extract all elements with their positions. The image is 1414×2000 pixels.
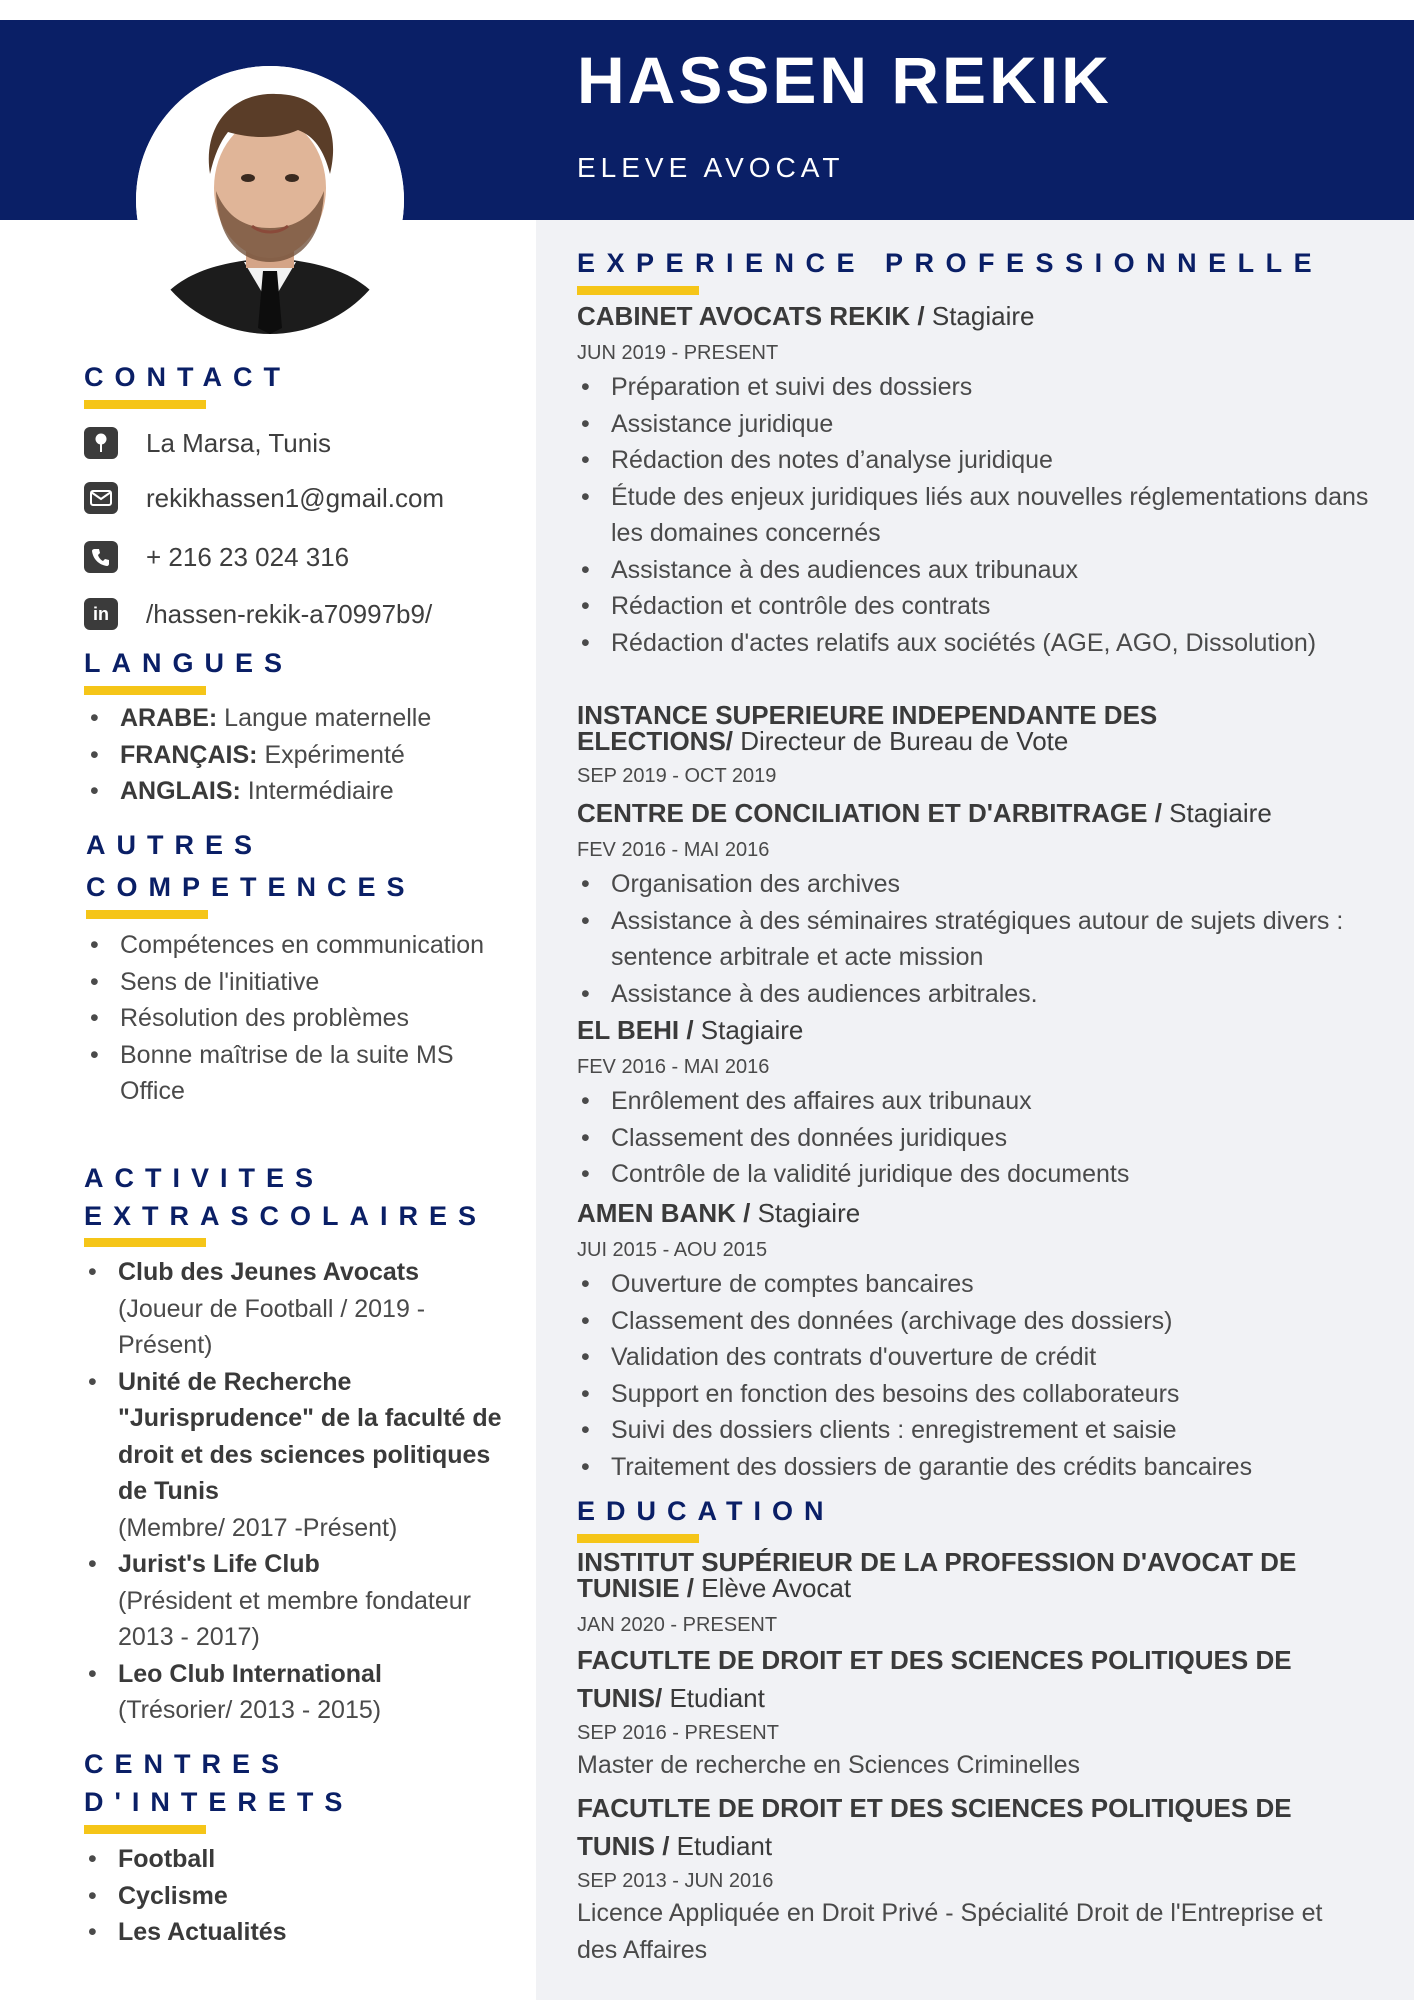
section-title-extrascolaires: EXTRASCOLAIRES bbox=[84, 1201, 488, 1231]
education-entry bbox=[577, 1789, 1337, 1969]
activites-list bbox=[84, 1254, 524, 1729]
experience-org: INSTANCE SUPERIEURE INDEPENDANTE DES ELECTIONS/ bbox=[577, 700, 1158, 756]
competences-list bbox=[86, 927, 486, 1110]
location-pin-icon bbox=[84, 427, 118, 459]
candidate-name: HASSEN REKIK bbox=[577, 43, 1112, 117]
experience-role: Stagiaire bbox=[924, 301, 1035, 331]
candidate-role: ELEVE AVOCAT bbox=[577, 152, 845, 183]
list-item bbox=[84, 1878, 484, 1915]
list-item: • Résolution des problèmes bbox=[86, 1000, 486, 1037]
list-item bbox=[84, 1914, 484, 1951]
education-title bbox=[577, 1549, 1297, 1601]
contact-email-text[interactable]: rekikhassen1@gmail.com bbox=[146, 482, 445, 513]
experience-title bbox=[577, 702, 1237, 754]
experience-tasks bbox=[577, 1083, 1377, 1193]
list-item: • Classement des données (archivage des dossiers) bbox=[577, 1303, 1377, 1340]
list-item: • Rédaction d'actes relatifs aux sociétés (AGE, AGO, Dissolution) bbox=[577, 625, 1377, 662]
phone-icon bbox=[84, 541, 118, 573]
interest-name: Les Actualités bbox=[118, 1918, 287, 1946]
experience-org: CABINET AVOCATS REKIK / bbox=[577, 301, 925, 331]
experience-role: Stagiaire bbox=[693, 1015, 804, 1045]
education-description: Licence Appliquée en Droit Privé - Spécialité Droit de l'Entreprise et des Affaires bbox=[577, 1899, 1323, 1964]
experience-title bbox=[577, 299, 1377, 333]
list-item: • Assistance à des audiences arbitrales. bbox=[577, 976, 1377, 1013]
education-degree: Elève Avocat bbox=[694, 1573, 852, 1603]
activity-detail: (Trésorier/ 2013 - 2015) bbox=[118, 1696, 382, 1724]
experience-entry bbox=[577, 796, 1377, 1012]
contact-phone-text[interactable]: + 216 23 024 316 bbox=[146, 541, 350, 572]
education-date: SEP 2013 - JUN 2016 bbox=[577, 1870, 774, 1892]
experience-role: Directeur de Bureau de Vote bbox=[733, 726, 1069, 756]
contact-phone[interactable] bbox=[84, 540, 349, 574]
activity-detail: (Membre/ 2017 -Présent) bbox=[118, 1513, 398, 1542]
education-title bbox=[577, 1641, 1337, 1717]
experience-title bbox=[577, 796, 1377, 830]
experience-tasks bbox=[577, 369, 1377, 661]
envelope-icon bbox=[84, 482, 118, 514]
language-name: FRANÇAIS: bbox=[120, 740, 258, 769]
profile-photo bbox=[136, 66, 404, 334]
linkedin-icon-text: in bbox=[93, 603, 109, 624]
list-item bbox=[86, 773, 506, 810]
section-underline bbox=[577, 286, 699, 295]
list-item bbox=[84, 1254, 524, 1364]
contact-email[interactable] bbox=[84, 481, 444, 515]
section-title-competences: COMPETENCES bbox=[86, 872, 416, 902]
experience-entry bbox=[577, 299, 1377, 661]
section-underline bbox=[84, 400, 206, 409]
list-item: • Organisation des archives bbox=[577, 866, 1377, 903]
experience-org: AMEN BANK / bbox=[577, 1198, 751, 1228]
list-item: • Support en fonction des besoins des collaborateurs bbox=[577, 1376, 1377, 1413]
experience-date: JUN 2019 - PRESENT bbox=[577, 342, 779, 364]
language-level: Langue maternelle bbox=[224, 704, 432, 732]
experience-tasks bbox=[577, 1266, 1377, 1485]
experience-entry bbox=[577, 1013, 1377, 1193]
interest-name: Football bbox=[118, 1845, 216, 1873]
education-title bbox=[577, 1789, 1337, 1865]
education-entry bbox=[577, 1549, 1297, 1639]
language-level: Intermédiaire bbox=[247, 777, 394, 805]
education-degree: Etudiant bbox=[669, 1831, 773, 1861]
list-item: • Assistance juridique bbox=[577, 406, 1377, 443]
experience-date: JUI 2015 - AOU 2015 bbox=[577, 1239, 768, 1261]
experience-title bbox=[577, 1013, 1377, 1047]
education-entry bbox=[577, 1641, 1337, 1784]
list-item bbox=[86, 737, 506, 774]
experience-entry bbox=[577, 702, 1237, 790]
experience-entry bbox=[577, 1196, 1377, 1485]
activity-name: Jurist's Life Club bbox=[118, 1550, 320, 1578]
list-item: • Validation des contrats d'ouverture de crédit bbox=[577, 1339, 1377, 1376]
contact-location-text: La Marsa, Tunis bbox=[146, 427, 331, 458]
section-title-autres: AUTRES bbox=[86, 830, 264, 860]
education-org: FACUTLTE DE DROIT ET DES SCIENCES POLITIQUES DE TUNIS / bbox=[577, 1793, 1292, 1861]
list-item: • Assistance à des audiences aux tribunaux bbox=[577, 552, 1377, 589]
list-item bbox=[84, 1546, 524, 1656]
activity-name: Leo Club International bbox=[118, 1659, 382, 1688]
section-title-contact: CONTACT bbox=[84, 362, 291, 392]
experience-org: EL BEHI / bbox=[577, 1015, 694, 1045]
section-title-activites: ACTIVITES bbox=[84, 1163, 325, 1193]
activity-name: Club des Jeunes Avocats bbox=[118, 1258, 420, 1286]
list-item: • Préparation et suivi des dossiers bbox=[577, 369, 1377, 406]
language-name: ARABE: bbox=[120, 704, 218, 732]
section-title-experience: EXPERIENCE PROFESSIONNELLE bbox=[577, 248, 1324, 278]
list-item: • Suivi des dossiers clients : enregistrement et saisie bbox=[577, 1412, 1377, 1449]
section-underline bbox=[577, 1534, 699, 1543]
experience-date: FEV 2016 - MAI 2016 bbox=[577, 839, 770, 861]
list-item: • Traitement des dossiers de garantie des crédits bancaires bbox=[577, 1449, 1377, 1486]
interets-list bbox=[84, 1841, 484, 1951]
list-item bbox=[84, 1364, 524, 1547]
experience-org: CENTRE DE CONCILIATION ET D'ARBITRAGE / bbox=[577, 798, 1162, 828]
education-org: INSTITUT SUPÉRIEUR DE LA PROFESSION D'AVOCAT DE TUNISIE / bbox=[577, 1547, 1297, 1603]
list-item: • Rédaction des notes d’analyse juridique bbox=[577, 442, 1377, 479]
education-org: FACUTLTE DE DROIT ET DES SCIENCES POLITIQUES DE TUNIS/ bbox=[577, 1645, 1292, 1713]
section-title-interets: D'INTERETS bbox=[84, 1787, 354, 1817]
list-item: • Classement des données juridiques bbox=[577, 1120, 1377, 1157]
section-underline bbox=[84, 1825, 206, 1834]
contact-location bbox=[84, 426, 331, 460]
activity-name: Unité de Recherche "Jurisprudence" de la faculté de droit et des sciences politiques de Tunis bbox=[118, 1367, 502, 1505]
experience-role: Stagiaire bbox=[750, 1198, 861, 1228]
experience-tasks bbox=[577, 866, 1377, 1012]
section-underline bbox=[84, 1238, 206, 1247]
section-title-education: EDUCATION bbox=[577, 1496, 835, 1526]
list-item: • Étude des enjeux juridiques liés aux nouvelles réglementations dans les domaines concernés bbox=[577, 479, 1377, 552]
interest-name: Cyclisme bbox=[118, 1881, 228, 1910]
list-item: • Bonne maîtrise de la suite MS Office bbox=[86, 1037, 486, 1110]
education-date: JAN 2020 - PRESENT bbox=[577, 1614, 778, 1636]
list-item: • Compétences en communication bbox=[86, 927, 486, 964]
list-item bbox=[84, 1656, 524, 1729]
activity-detail: (Joueur de Football / 2019 - Présent) bbox=[118, 1294, 426, 1359]
language-level: Expérimenté bbox=[264, 740, 405, 769]
list-item: • Enrôlement des affaires aux tribunaux bbox=[577, 1083, 1377, 1120]
langues-list bbox=[86, 700, 506, 810]
list-item: • Contrôle de la validité juridique des documents bbox=[577, 1156, 1377, 1193]
education-degree: Etudiant bbox=[662, 1683, 765, 1713]
education-description: Master de recherche en Sciences Criminelles bbox=[577, 1751, 1080, 1779]
contact-linkedin-text[interactable]: /hassen-rekik-a70997b9/ bbox=[146, 598, 433, 629]
list-item: • Ouverture de comptes bancaires bbox=[577, 1266, 1377, 1303]
experience-date: FEV 2016 - MAI 2016 bbox=[577, 1056, 770, 1078]
experience-date: SEP 2019 - OCT 2019 bbox=[577, 765, 777, 787]
section-underline bbox=[86, 910, 208, 919]
experience-role: Stagiaire bbox=[1161, 798, 1272, 828]
section-title-langues: LANGUES bbox=[84, 648, 294, 678]
contact-linkedin[interactable] bbox=[84, 597, 432, 631]
linkedin-icon bbox=[84, 598, 118, 630]
education-date: SEP 2016 - PRESENT bbox=[577, 1722, 779, 1744]
experience-title bbox=[577, 1196, 1377, 1230]
list-item bbox=[86, 700, 506, 737]
language-name: ANGLAIS: bbox=[120, 777, 241, 805]
list-item: • Sens de l'initiative bbox=[86, 964, 486, 1001]
list-item bbox=[84, 1841, 484, 1878]
activity-detail: (Président et membre fondateur 2013 - 2017) bbox=[118, 1586, 471, 1651]
section-underline bbox=[84, 686, 206, 695]
list-item: • Rédaction et contrôle des contrats bbox=[577, 588, 1377, 625]
list-item: • Assistance à des séminaires stratégiques autour de sujets divers : sentence arbitrale et acte mission bbox=[577, 903, 1377, 976]
section-title-centres: CENTRES bbox=[84, 1749, 291, 1779]
